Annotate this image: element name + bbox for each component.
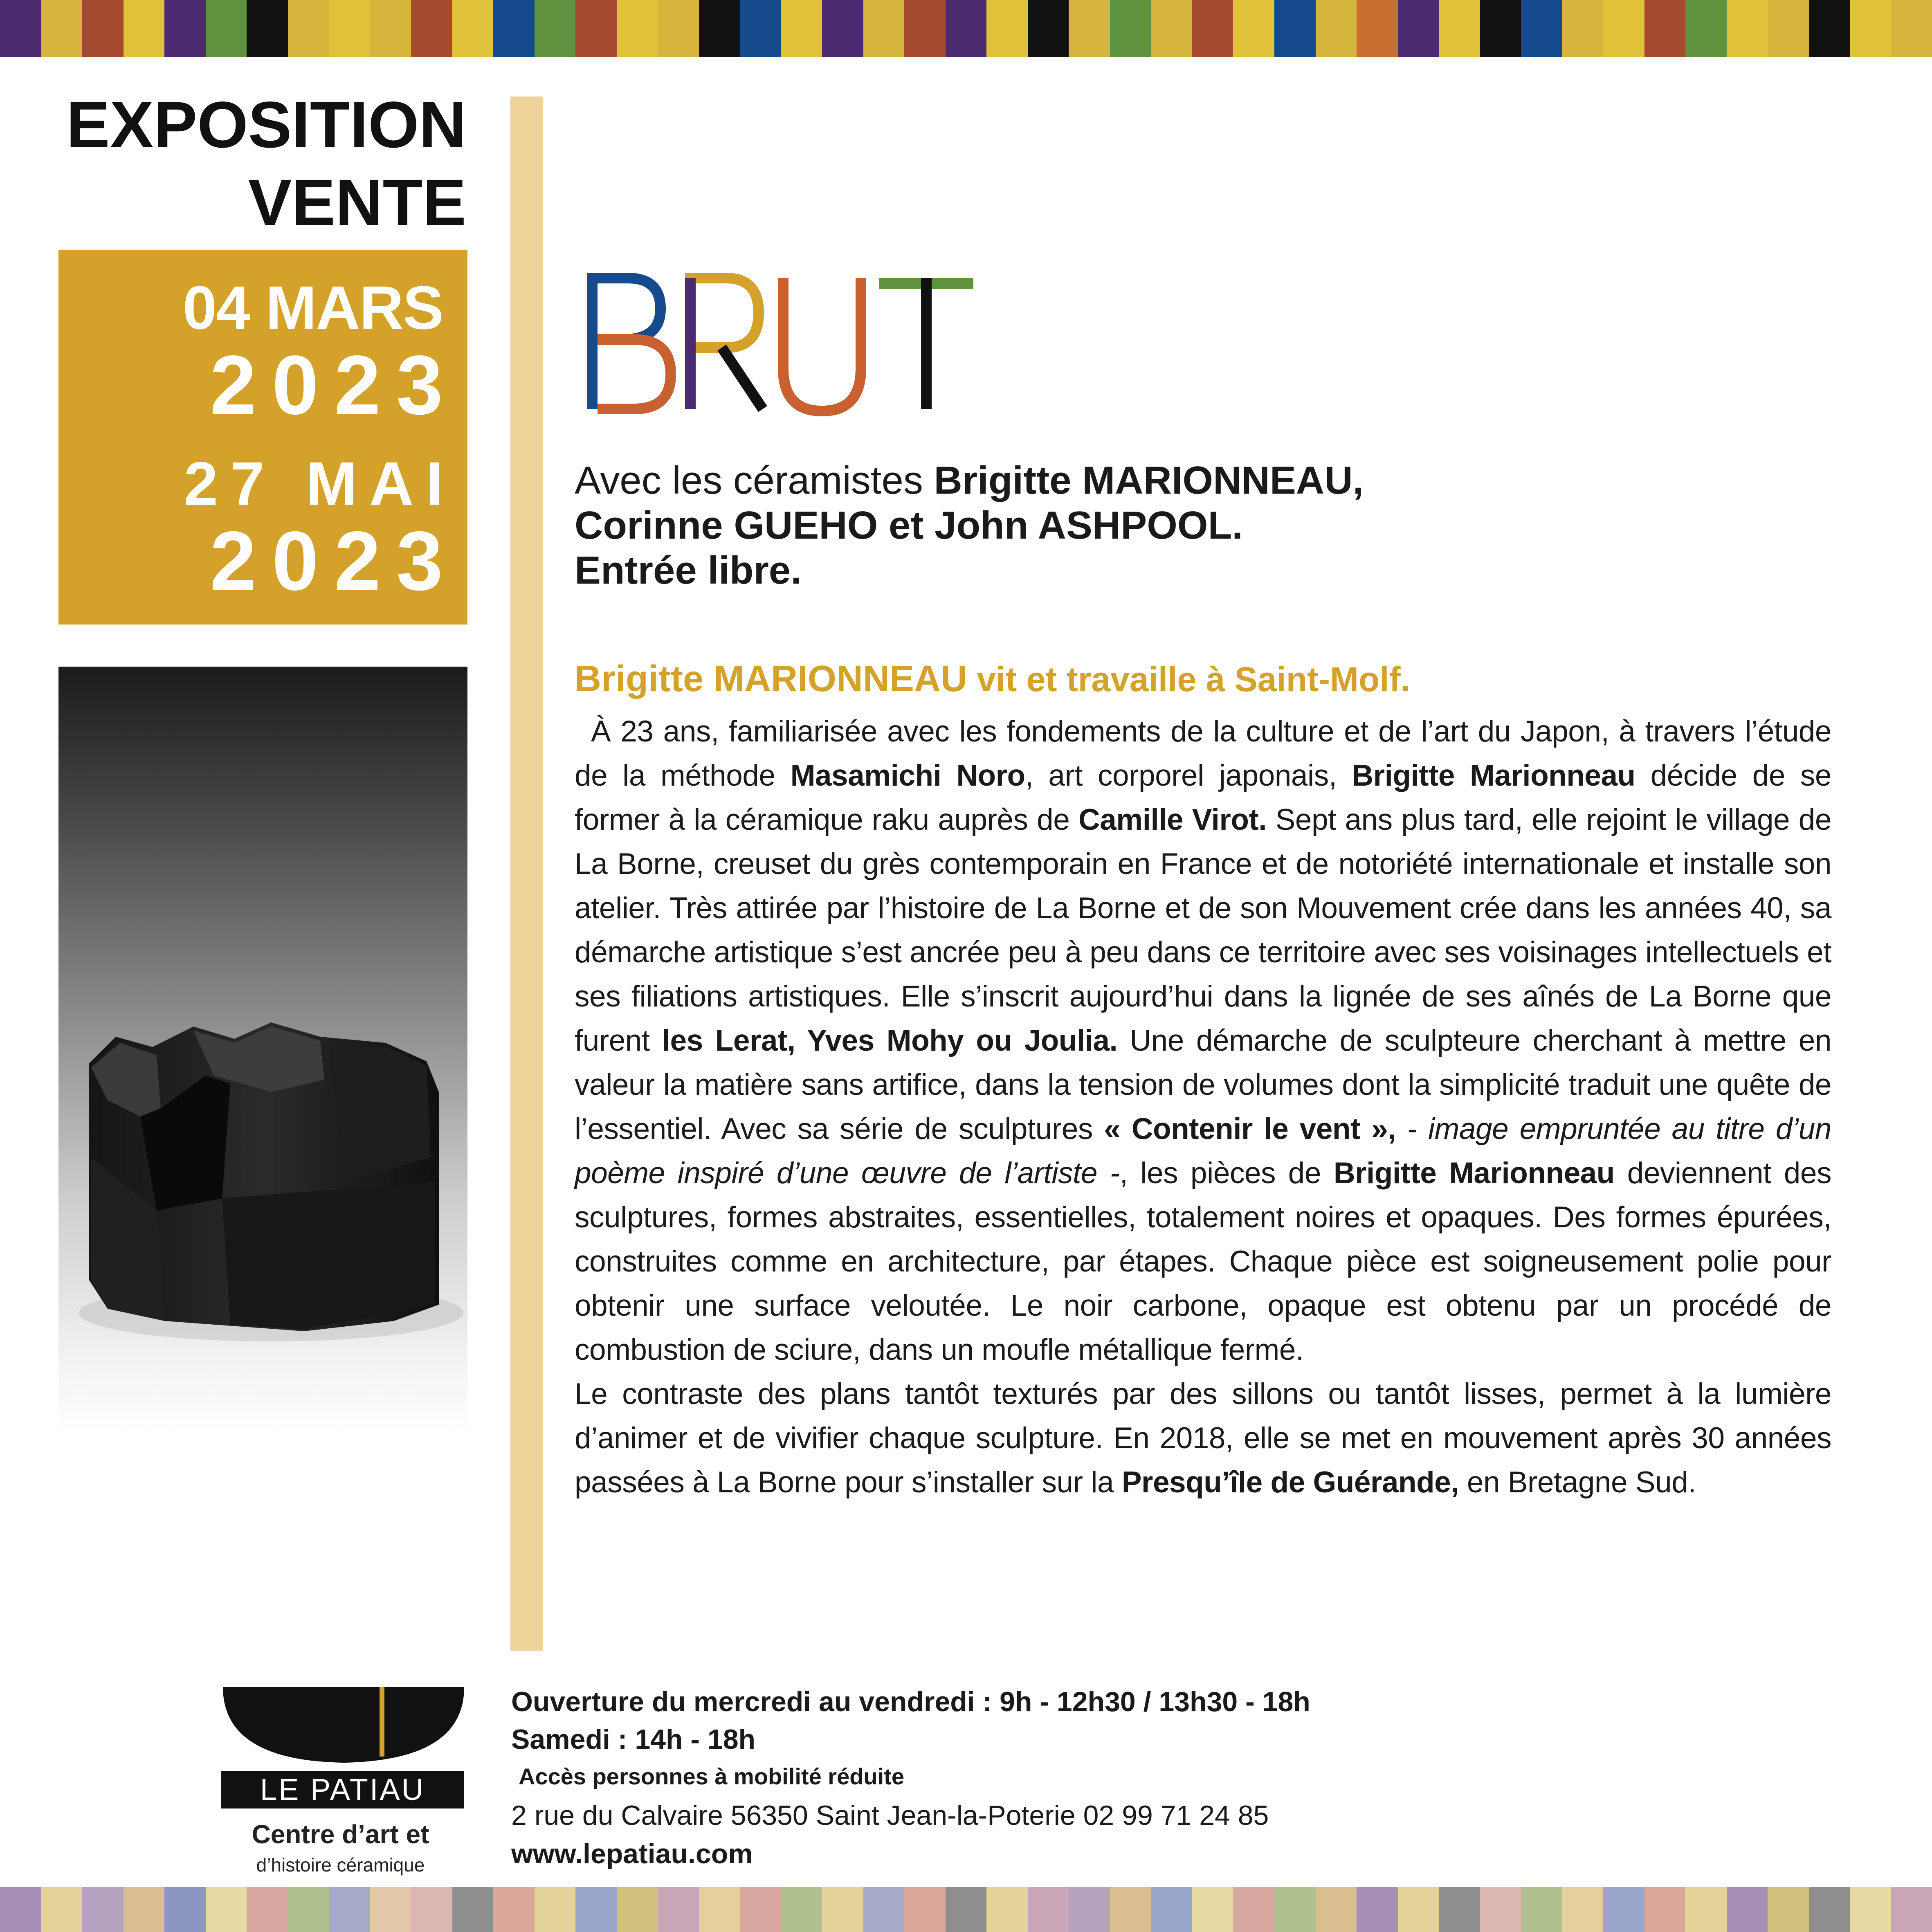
logo-subtitle-2: d’histoire céramique <box>256 1854 425 1876</box>
bio-text: , les pièces de <box>1119 1157 1334 1190</box>
stripe-segment <box>699 1887 740 1932</box>
title-letter-t <box>879 278 973 409</box>
bio-bold: les Lerat, Yves Mohy ou Joulia. <box>662 1024 1118 1057</box>
vente-label: VENTE <box>248 166 466 239</box>
stripe-segment <box>575 0 617 57</box>
stripe-segment <box>247 0 288 57</box>
stripe-segment <box>740 1887 781 1932</box>
address-phone: 2 rue du Calvaire 56350 Saint Jean-la-Poterie 02 99 71 24 85 <box>511 1800 1269 1831</box>
stripe-segment <box>1644 0 1686 57</box>
stripe-segment <box>370 0 411 57</box>
stripe-segment <box>1603 0 1644 57</box>
stripe-segment <box>288 0 329 57</box>
stripe-segment <box>1192 0 1233 57</box>
opening-hours-weekdays: Ouverture du mercredi au vendredi : 9h - 12h30 / 13h30 - 18h <box>511 1686 1310 1717</box>
stripe-segment <box>904 1887 946 1932</box>
stripe-segment <box>452 0 494 57</box>
stripe-segment <box>822 0 863 57</box>
stripe-segment <box>863 1887 905 1932</box>
stripe-segment <box>1439 0 1480 57</box>
bio-text: Une démarche de sculpteure cherchant à mettre en valeur la matière sans artifice, dans la tension de volumes dont la simplicité traduit une quête de l’essentiel. Avec sa série de sculptures <box>575 1024 1832 1146</box>
stripe-segment <box>658 1887 699 1932</box>
stripe-segment <box>1891 0 1932 57</box>
bio-paragraph-1 <box>575 710 1831 1372</box>
bio-bold: Brigitte Marionneau <box>1352 759 1635 792</box>
stripe-segment <box>740 0 781 57</box>
stripe-segment <box>1398 0 1439 57</box>
opening-hours-saturday: Samedi : 14h - 18h <box>511 1724 756 1755</box>
bio-text: Sept ans plus tard, elle rejoint le village de La Borne, creuset du grès contemporain en France et de notoriété internationale et installe son atelier. Très attirée par l’histoire de La Borne et de son Mouvement crée dans les années 40, sa démarche artistique s’est ancrée peu à peu dans ce territoire avec ses voisinages intellectuels et ses filiations artistiques. Elle s’inscrit aujourd’hui dans la lignée de ses aînés de La Borne que furent <box>575 803 1831 1057</box>
stripe-segment <box>1192 1887 1233 1932</box>
stripe-segment <box>575 1887 617 1932</box>
stripe-segment <box>946 1887 987 1932</box>
stripe-segment <box>1891 1887 1932 1932</box>
stripe-segment <box>781 1887 822 1932</box>
stripe-segment <box>1768 1887 1809 1932</box>
stripe-segment <box>986 0 1028 57</box>
bio-text: Le contraste des plans tantôt texturés par des sillons ou tantôt lisses, permet à la lumière d’animer et de vivifier chaque sculpture. En 2018, elle se met en mouvement après 30 années passées à La Borne pour s’installer sur la <box>575 1377 1831 1499</box>
stripe-segment <box>1562 0 1604 57</box>
stripe-segment <box>124 1887 165 1932</box>
stripe-segment <box>1685 0 1727 57</box>
stripe-segment <box>1521 1887 1562 1932</box>
stripe-segment <box>1274 1887 1316 1932</box>
stripe-segment <box>1480 1887 1521 1932</box>
stripe-segment <box>206 0 247 57</box>
stripe-segment <box>0 0 41 57</box>
stripe-segment <box>1809 0 1850 57</box>
stripe-segment <box>1685 1887 1727 1932</box>
bio-text: en Bretagne Sud. <box>1459 1466 1696 1499</box>
artist-heading <box>575 658 1842 700</box>
stripe-segment <box>617 0 658 57</box>
bio-bold: Masamichi Noro <box>790 759 1025 792</box>
stripe-segment <box>41 1887 83 1932</box>
stripe-segment <box>535 0 576 57</box>
stripe-segment <box>822 1887 863 1932</box>
accessibility-note: Accès personnes à mobilité réduite <box>519 1764 904 1789</box>
bio-bold: Brigitte Marionneau <box>1333 1157 1615 1190</box>
logo-name: LE PATIAU <box>221 1771 464 1808</box>
stripe-segment <box>1151 0 1192 57</box>
stripe-segment <box>124 0 165 57</box>
artist-heading-name: Brigitte MARIONNEAU <box>575 658 967 699</box>
stripe-segment <box>329 1887 370 1932</box>
bowl-logo-icon <box>217 1687 470 1769</box>
le-patiau-logo <box>217 1687 470 1887</box>
stripe-segment <box>164 1887 206 1932</box>
sculpture-photo <box>58 667 467 1436</box>
intro-artists-line2: Corinne GUEHO et John ASHPOOL. <box>575 503 1243 547</box>
stripe-segment <box>1316 0 1357 57</box>
exposition-label: EXPOSITION <box>66 88 466 161</box>
stripe-segment <box>1727 1887 1768 1932</box>
brut-title <box>575 262 984 425</box>
stripe-segment <box>699 0 740 57</box>
stripe-segment <box>535 1887 576 1932</box>
logo-subtitle-1: Centre d’art et <box>252 1820 429 1849</box>
stripe-segment <box>863 0 905 57</box>
stripe-segment <box>986 1887 1028 1932</box>
start-day: 04 MARS <box>182 273 443 342</box>
bio-text: À 23 ans, familiarisée avec les fondements de la culture et de l’art du Japon, à travers l’étude de la méthode <box>575 715 1831 792</box>
stripe-segment <box>493 0 535 57</box>
bio-italic: - image empruntée au titre d’un poème inspiré d’une œuvre de l’artiste - <box>575 1112 1831 1190</box>
practical-info <box>511 1683 1493 1872</box>
stripe-segment <box>41 0 83 57</box>
vertical-divider <box>510 97 543 1651</box>
stripe-segment <box>1850 1887 1891 1932</box>
bio-text: , art corporel japonais, <box>1025 759 1352 792</box>
stripe-segment <box>411 1887 452 1932</box>
stripe-segment <box>1439 1887 1480 1932</box>
stripe-segment <box>1069 0 1110 57</box>
intro-free-entry: Entrée libre. <box>575 548 802 592</box>
stripe-segment <box>329 0 370 57</box>
stripe-segment <box>288 1887 329 1932</box>
stripe-segment <box>1110 0 1151 57</box>
bio-text: deviennent des sculptures, formes abstraites, essentielles, totalement noires et opaques. Des formes épurées, construites comme en architecture, par étapes. Chaque pièce est soigneusement polie pour obtenir une surface veloutée. Le noir carbone, opaque est obtenu par un procédé de combustion de sciure, dans un moufle métallique fermé. <box>575 1157 1831 1366</box>
stripe-segment <box>1603 1887 1644 1932</box>
title-letter-u <box>783 278 861 411</box>
stripe-segment <box>781 0 822 57</box>
stripe-segment <box>1644 1887 1686 1932</box>
intro-artist1: Brigitte MARIONNEAU, <box>934 458 1364 502</box>
stripe-segment <box>82 1887 124 1932</box>
stripe-segment <box>1110 1887 1151 1932</box>
stripe-segment <box>1727 0 1768 57</box>
stripe-segment <box>1562 1887 1604 1932</box>
stripe-segment <box>247 1887 288 1932</box>
stripe-segment <box>411 0 452 57</box>
stripe-segment <box>1233 1887 1274 1932</box>
bio-paragraph-2 <box>575 1372 1831 1505</box>
exposition-vente-heading <box>49 86 466 241</box>
bio-bold: « Contenir le vent », <box>1104 1112 1396 1146</box>
stripe-segment <box>946 0 987 57</box>
stripe-segment <box>658 0 699 57</box>
stripe-segment <box>452 1887 494 1932</box>
top-color-stripe <box>0 0 1932 57</box>
stripe-segment <box>1316 1887 1357 1932</box>
end-year: 2023 <box>209 514 458 608</box>
stripe-segment <box>493 1887 535 1932</box>
stripe-segment <box>1357 1887 1398 1932</box>
start-year: 2023 <box>209 338 458 432</box>
stripe-segment <box>1233 0 1274 57</box>
date-box <box>58 250 467 625</box>
stripe-segment <box>370 1887 411 1932</box>
artist-biography <box>575 710 1831 1505</box>
stripe-segment <box>1274 0 1316 57</box>
black-sculpture-image <box>58 667 467 1436</box>
end-day: 27 MAI <box>184 449 455 518</box>
stripe-segment <box>1151 1887 1192 1932</box>
stripe-segment <box>1521 0 1562 57</box>
stripe-segment <box>1357 0 1398 57</box>
bio-bold: Presqu’île de Guérande, <box>1121 1466 1459 1499</box>
intro-text <box>575 458 1842 593</box>
stripe-segment <box>1028 1887 1069 1932</box>
stripe-segment <box>1768 0 1809 57</box>
stripe-segment <box>0 1887 41 1932</box>
intro-prefix: Avec les céramistes <box>575 458 934 502</box>
stripe-segment <box>164 0 206 57</box>
bio-bold: Camille Virot. <box>1078 803 1267 836</box>
stripe-segment <box>904 0 946 57</box>
stripe-segment <box>1850 0 1891 57</box>
stripe-segment <box>1028 0 1069 57</box>
title-letter-b <box>587 278 671 409</box>
stripe-segment <box>206 1887 247 1932</box>
stripe-segment <box>1069 1887 1110 1932</box>
bio-text: décide de se former à la céramique raku auprès de <box>575 759 1831 836</box>
artist-heading-rest: vit et travaille à Saint-Molf. <box>967 660 1410 699</box>
stripe-segment <box>1398 1887 1439 1932</box>
stripe-segment <box>617 1887 658 1932</box>
bottom-color-stripe <box>0 1887 1932 1932</box>
website-link[interactable]: www.lepatiau.com <box>511 1838 753 1869</box>
stripe-segment <box>82 0 124 57</box>
title-letter-r <box>685 278 763 409</box>
stripe-segment <box>1809 1887 1850 1932</box>
stripe-segment <box>1480 0 1521 57</box>
